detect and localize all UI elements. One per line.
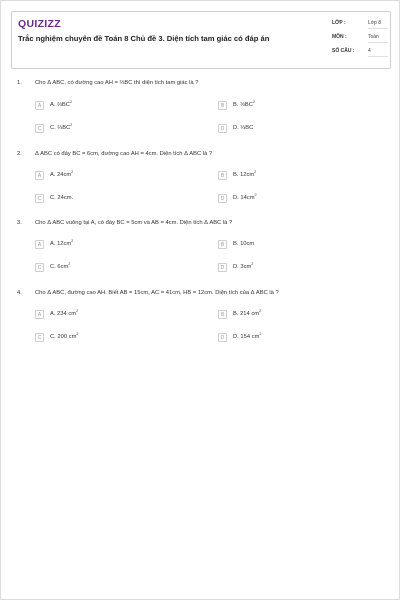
meta-panel [332,17,388,59]
meta-subject-label: MÔN : [332,34,347,40]
option-letter-box: A [35,171,44,180]
brand-logo: QUIZIZZ [18,18,61,30]
option-letter-box: B [218,171,227,180]
option-letter-box: C [35,124,44,133]
option-text: C. 200 $cm^2$ [50,332,79,340]
meta-class-row [332,17,388,31]
worksheet-header [11,11,391,69]
option-text: B. 214 $cm^2$ [233,309,262,317]
meta-class-label: LỚP : [332,20,346,26]
meta-count-label: SỐ CÂU : [332,48,355,54]
option-letter-box: B [218,310,227,319]
option-text: A. $12cm^2$ [50,239,74,247]
option-text: D. $14cm^2$ [233,193,257,201]
option-text: C. 24cm. [50,195,74,201]
question-number: 2. [17,151,22,157]
option-text: B. $\frac{1}{3}BC^2$ [233,100,255,108]
option-text: C. $\frac{2}{3}BC^2$ [50,123,73,131]
option-letter-box: C [35,263,44,272]
option-letter-box: C [35,333,44,342]
option-letter-box: B [218,101,227,110]
option-letter-box: D [218,124,227,133]
question-text: Cho Δ ABC, có đường cao AH = ⅔BC thì diện tích tam giác là ? [35,80,199,86]
meta-count-value: 4 [368,48,388,57]
option-text: D. ⅓BC [233,125,254,131]
meta-count-row [332,45,388,59]
option-text: A. $24cm^2$ [50,170,74,178]
option-text: C. $6cm^2$ [50,262,71,270]
option-letter-box: A [35,310,44,319]
option-letter-box: A [35,240,44,249]
option-text: D. 154 $cm^2$ [233,332,262,340]
option-text: B. $12cm^2$ [233,170,257,178]
option-letter-box: A [35,101,44,110]
question-number: 3. [17,220,22,226]
question-number: 1. [17,80,22,86]
option-letter-box: D [218,194,227,203]
question-text: Cho Δ ABC vuông tại A, có đáy BC = 5cm và AB = 4cm. Diện tích Δ ABC là ? [35,220,233,226]
option-letter-box: B [218,240,227,249]
option-text: B. 10cm [233,241,255,247]
question-text: Cho Δ ABC, đường cao AH. Biết AB = 15cm, AC = 41cm, HB = 12cm. Diện tích của Δ ABC là ? [35,290,279,296]
question-text: Δ ABC có đáy BC = 6cm, đường cao AH = 4cm. Diện tích Δ ABC là ? [35,151,213,157]
option-text: A. 234 $cm^2$ [50,309,79,317]
option-letter-box: C [35,194,44,203]
option-text: A. $\frac{2}{3}BC^2$ [50,100,72,108]
option-text: D. $3cm^2$ [233,262,254,270]
meta-subject-row [332,31,388,45]
meta-class-value: Lớp 8 [368,20,388,29]
meta-subject-value: Toán [368,34,388,43]
option-letter-box: D [218,263,227,272]
document-title: Trắc nghiệm chuyên đề Toán 8 Chủ đề 3. Diện tích tam giác có đáp án [18,34,270,43]
option-letter-box: D [218,333,227,342]
question-number: 4. [17,290,22,296]
